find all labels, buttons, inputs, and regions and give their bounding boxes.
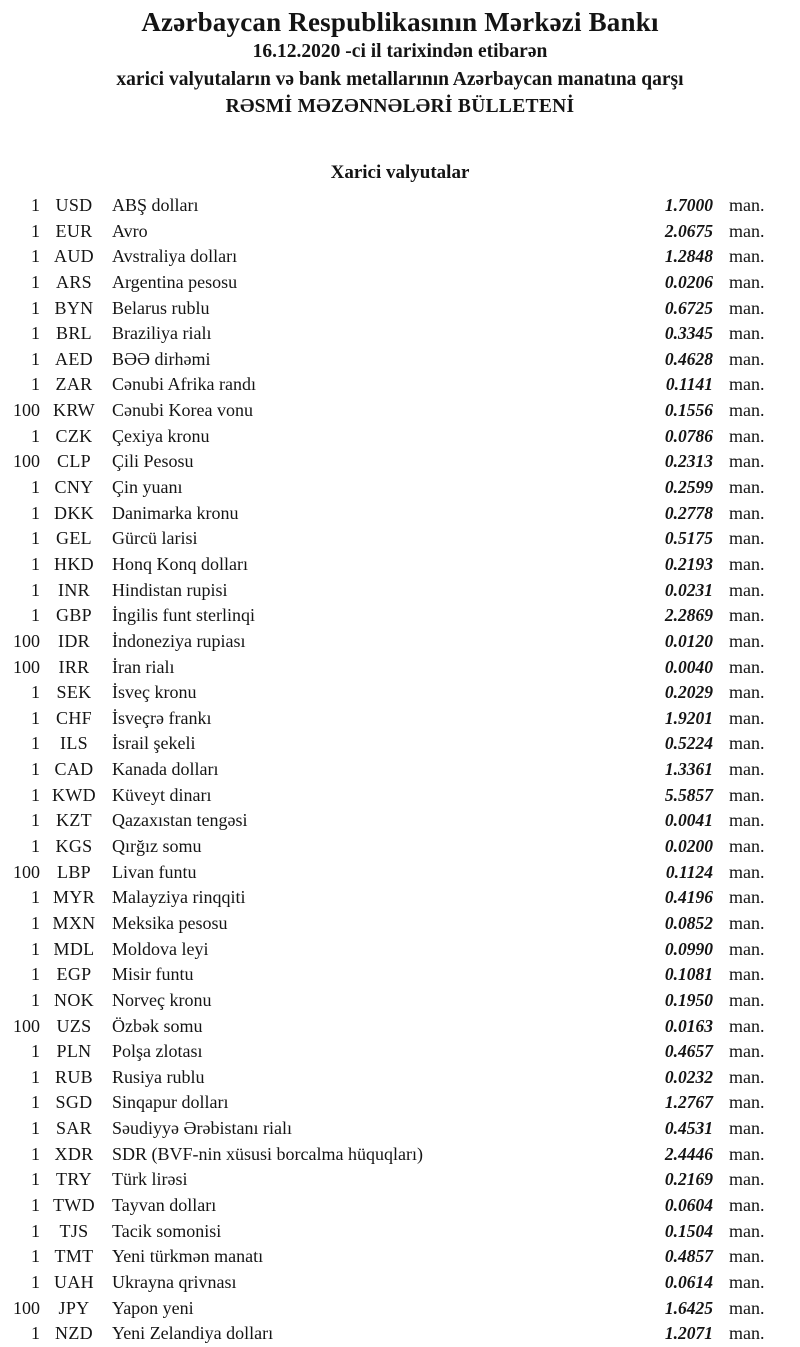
- currency-code: AUD: [54, 246, 94, 267]
- currency-unit: man.: [729, 271, 765, 292]
- currency-code: ARS: [56, 271, 92, 292]
- currency-quantity: 1: [31, 1220, 40, 1241]
- currency-quantity: 1: [31, 836, 40, 857]
- currency-code: CZK: [55, 425, 93, 446]
- currency-name: Gürcü larisi: [112, 528, 198, 549]
- currency-rate: 0.0786: [664, 425, 713, 446]
- rate-row: [0, 988, 800, 1014]
- currency-code: HKD: [54, 553, 94, 574]
- currency-code: JPY: [58, 1297, 90, 1318]
- rate-row: [0, 1116, 800, 1142]
- currency-quantity: 100: [13, 1015, 40, 1036]
- currency-unit: man.: [729, 938, 765, 959]
- rate-row: [0, 911, 800, 937]
- currency-quantity: 1: [31, 425, 40, 446]
- currency-quantity: 1: [31, 502, 40, 523]
- currency-unit: man.: [729, 682, 765, 703]
- effective-date-line: 16.12.2020 -ci il tarixindən etibarən: [252, 41, 548, 62]
- rate-row: [0, 1014, 800, 1040]
- currency-name: Meksika pesosu: [112, 912, 228, 933]
- currency-unit: man.: [729, 707, 765, 728]
- currency-quantity: 1: [31, 220, 40, 241]
- rate-row: [0, 1039, 800, 1065]
- rate-row: [0, 1244, 800, 1270]
- currency-rate: 1.3361: [664, 759, 713, 780]
- currency-rate: 0.1124: [665, 861, 713, 882]
- currency-quantity: 1: [31, 1271, 40, 1292]
- currency-code: CAD: [54, 759, 94, 780]
- currency-name: Cənubi Afrika randı: [112, 374, 256, 395]
- currency-name: Hindistan rupisi: [112, 579, 228, 600]
- currency-quantity: 100: [13, 451, 40, 472]
- currency-name: Yeni türkmən manatı: [112, 1246, 264, 1267]
- currency-name: BƏƏ dirhəmi: [112, 348, 211, 369]
- rate-row: [0, 1219, 800, 1245]
- currency-rate: 1.2848: [664, 246, 713, 267]
- rate-row: [0, 1270, 800, 1296]
- currency-rate: 0.1141: [665, 374, 713, 395]
- currency-quantity: 100: [13, 861, 40, 882]
- currency-rate: 0.4628: [664, 348, 713, 369]
- rate-row: [0, 706, 800, 732]
- currency-code: TWD: [53, 1194, 95, 1215]
- currency-quantity: 1: [31, 1041, 40, 1062]
- currency-name: İngilis funt sterlinqi: [112, 605, 255, 626]
- currency-name: Qırğız somu: [112, 836, 202, 857]
- currency-name: Braziliya rialı: [112, 323, 212, 344]
- scope-line: xarici valyutaların və bank metallarının Azərbaycan manatına qarşı: [116, 68, 684, 90]
- rate-row: [0, 1296, 800, 1322]
- rate-row: [0, 937, 800, 963]
- section-title-foreign-currencies: Xarici valyutalar: [330, 162, 470, 183]
- currency-quantity: 100: [13, 1297, 40, 1318]
- currency-quantity: 1: [31, 784, 40, 805]
- currency-code: BRL: [56, 323, 92, 344]
- currency-unit: man.: [729, 579, 765, 600]
- rate-row: [0, 219, 800, 245]
- bulletin-title: RƏSMİ MƏZƏNNƏLƏRİ BÜLLETENİ: [225, 96, 575, 117]
- currency-name: Çexiya kronu: [112, 425, 210, 446]
- currency-quantity: 1: [31, 1143, 40, 1164]
- currency-quantity: 1: [31, 553, 40, 574]
- currency-code: MDL: [53, 938, 95, 959]
- currency-unit: man.: [729, 1194, 765, 1215]
- currency-rate: 0.2029: [664, 682, 713, 703]
- currency-name: Küveyt dinarı: [112, 784, 212, 805]
- currency-unit: man.: [729, 348, 765, 369]
- currency-code: TMT: [54, 1246, 94, 1267]
- currency-quantity: 1: [31, 707, 40, 728]
- currency-quantity: 1: [31, 759, 40, 780]
- currency-code: EUR: [55, 220, 93, 241]
- rate-row: [0, 1142, 800, 1168]
- currency-unit: man.: [729, 1323, 765, 1344]
- currency-quantity: 1: [31, 1323, 40, 1344]
- currency-unit: man.: [729, 477, 765, 498]
- rate-row: [0, 680, 800, 706]
- currency-code: BYN: [54, 297, 94, 318]
- currency-code: SGD: [55, 1092, 93, 1113]
- currency-unit: man.: [729, 220, 765, 241]
- currency-code: CHF: [56, 707, 92, 728]
- document-header: [0, 0, 800, 121]
- currency-quantity: 1: [31, 1092, 40, 1113]
- currency-quantity: 1: [31, 477, 40, 498]
- currency-quantity: 1: [31, 374, 40, 395]
- currency-name: Yeni Zelandiya dolları: [112, 1323, 274, 1344]
- currency-rate: 1.2767: [664, 1092, 713, 1113]
- rate-row: [0, 552, 800, 578]
- currency-name: Sinqapur dolları: [112, 1092, 229, 1113]
- currency-code: UAH: [54, 1271, 94, 1292]
- currency-rate: 0.5224: [664, 733, 713, 754]
- currency-unit: man.: [729, 810, 765, 831]
- currency-rate: 1.2071: [664, 1323, 713, 1344]
- currency-name: Tacik somonisi: [112, 1220, 222, 1241]
- currency-unit: man.: [729, 912, 765, 933]
- currency-unit: man.: [729, 323, 765, 344]
- currency-unit: man.: [729, 887, 765, 908]
- currency-quantity: 1: [31, 246, 40, 267]
- currency-quantity: 100: [13, 656, 40, 677]
- currency-quantity: 1: [31, 1169, 40, 1190]
- currency-unit: man.: [729, 1297, 765, 1318]
- rate-row: [0, 372, 800, 398]
- rate-row: [0, 321, 800, 347]
- currency-name: Kanada dolları: [112, 759, 219, 780]
- currency-code: PLN: [56, 1041, 92, 1062]
- currency-unit: man.: [729, 400, 765, 421]
- currency-unit: man.: [729, 425, 765, 446]
- currency-rate: 0.2169: [664, 1169, 713, 1190]
- currency-unit: man.: [729, 1066, 765, 1087]
- currency-quantity: 1: [31, 528, 40, 549]
- rate-row: [0, 244, 800, 270]
- rate-row: [0, 501, 800, 527]
- currency-code: ILS: [60, 733, 88, 754]
- rate-row: [0, 1193, 800, 1219]
- currency-name: Yapon yeni: [112, 1297, 194, 1318]
- currency-name: İsveçrə frankı: [112, 707, 212, 728]
- currency-code: KGS: [55, 836, 93, 857]
- currency-rate: 1.7000: [664, 195, 713, 215]
- currency-quantity: 1: [31, 682, 40, 703]
- currency-name: Cənubi Korea vonu: [112, 400, 253, 421]
- currency-name: SDR (BVF-nin xüsusi borcalma hüquqları): [112, 1143, 423, 1164]
- currency-unit: man.: [729, 656, 765, 677]
- currency-rate: 0.6725: [664, 297, 713, 318]
- currency-quantity: 1: [31, 348, 40, 369]
- currency-unit: man.: [729, 195, 765, 215]
- currency-unit: man.: [729, 553, 765, 574]
- currency-code: CLP: [57, 451, 91, 472]
- currency-rate: 0.0120: [664, 630, 713, 651]
- currency-name: Çili Pesosu: [112, 451, 194, 472]
- currency-rate: 0.0163: [664, 1015, 713, 1036]
- currency-name: Polşa zlotası: [112, 1041, 203, 1062]
- currency-name: Türk lirəsi: [112, 1169, 188, 1190]
- rate-row: [0, 270, 800, 296]
- currency-code: KRW: [53, 400, 95, 421]
- currency-name: Çin yuanı: [112, 477, 183, 498]
- currency-unit: man.: [729, 861, 765, 882]
- currency-rate: 0.1556: [664, 400, 713, 421]
- currency-rate: 0.0990: [664, 938, 713, 959]
- currency-code: KWD: [52, 784, 96, 805]
- currency-quantity: 1: [31, 938, 40, 959]
- currency-name: Tayvan dolları: [112, 1194, 217, 1215]
- currency-unit: man.: [729, 451, 765, 472]
- rate-row: [0, 860, 800, 886]
- rate-row: [0, 1321, 800, 1347]
- currency-name: Qazaxıstan tengəsi: [112, 810, 248, 831]
- rates-table-body: [0, 193, 800, 1347]
- currency-rate: 0.0232: [664, 1066, 713, 1087]
- currency-name: Özbək somu: [112, 1015, 203, 1036]
- currency-name: Danimarka kronu: [112, 502, 239, 523]
- currency-quantity: 1: [31, 297, 40, 318]
- currency-rate: 0.4531: [664, 1118, 713, 1139]
- currency-name: Avstraliya dolları: [112, 246, 238, 267]
- currency-code: XDR: [54, 1143, 94, 1164]
- currency-rate: 0.0852: [664, 912, 713, 933]
- currency-rate: 0.0231: [664, 579, 713, 600]
- currency-rate: 1.6425: [664, 1297, 713, 1318]
- rate-row: [0, 655, 800, 681]
- rate-row: [0, 885, 800, 911]
- rate-row: [0, 757, 800, 783]
- currency-unit: man.: [729, 246, 765, 267]
- currency-code: IDR: [58, 630, 90, 651]
- currency-quantity: 1: [31, 1194, 40, 1215]
- currency-rate: 5.5857: [664, 784, 713, 805]
- currency-code: IRR: [58, 656, 90, 677]
- currency-quantity: 1: [31, 195, 40, 215]
- currency-name: Ukrayna qrivnası: [112, 1271, 237, 1292]
- currency-unit: man.: [729, 964, 765, 985]
- currency-quantity: 1: [31, 810, 40, 831]
- bank-title: Azərbaycan Respublikasının Mərkəzi Bankı: [141, 7, 659, 37]
- currency-quantity: 1: [31, 605, 40, 626]
- rate-row: [0, 398, 800, 424]
- currency-code: SAR: [56, 1118, 92, 1139]
- currency-rate: 0.0200: [664, 836, 713, 857]
- currency-name: Belarus rublu: [112, 297, 210, 318]
- currency-unit: man.: [729, 502, 765, 523]
- currency-quantity: 1: [31, 579, 40, 600]
- rate-row: [0, 808, 800, 834]
- currency-unit: man.: [729, 989, 765, 1010]
- rate-row: [0, 526, 800, 552]
- currency-rate: 0.4857: [664, 1246, 713, 1267]
- currency-unit: man.: [729, 1246, 765, 1267]
- rate-row: [0, 193, 800, 219]
- currency-name: Honq Konq dolları: [112, 553, 248, 574]
- currency-quantity: 100: [13, 630, 40, 651]
- currency-name: İran rialı: [112, 656, 175, 677]
- currency-rate: 0.0206: [664, 271, 713, 292]
- currency-unit: man.: [729, 297, 765, 318]
- currency-code: MYR: [53, 887, 95, 908]
- currency-quantity: 1: [31, 1246, 40, 1267]
- currency-unit: man.: [729, 1271, 765, 1292]
- rate-row: [0, 475, 800, 501]
- currency-name: Rusiya rublu: [112, 1066, 205, 1087]
- currency-quantity: 1: [31, 912, 40, 933]
- currency-quantity: 1: [31, 1118, 40, 1139]
- currency-quantity: 100: [13, 400, 40, 421]
- currency-rate: 0.2599: [664, 477, 713, 498]
- rate-row: [0, 424, 800, 450]
- currency-code: INR: [58, 579, 90, 600]
- currency-rate: 0.3345: [664, 323, 713, 344]
- currency-unit: man.: [729, 1092, 765, 1113]
- currency-code: LBP: [57, 861, 91, 882]
- currency-code: CNY: [54, 477, 94, 498]
- currency-unit: man.: [729, 1169, 765, 1190]
- currency-quantity: 1: [31, 323, 40, 344]
- rate-row: [0, 731, 800, 757]
- currency-name: Argentina pesosu: [112, 271, 238, 292]
- currency-name: Livan funtu: [112, 861, 197, 882]
- currency-quantity: 1: [31, 1066, 40, 1087]
- currency-rate: 0.2193: [664, 553, 713, 574]
- currency-rate: 0.2313: [664, 451, 713, 472]
- rate-row: [0, 783, 800, 809]
- currency-rate: 0.0041: [664, 810, 713, 831]
- currency-unit: man.: [729, 528, 765, 549]
- currency-rate: 1.9201: [664, 707, 713, 728]
- currency-rate: 0.1504: [664, 1220, 713, 1241]
- currency-rate: 0.5175: [664, 528, 713, 549]
- currency-name: Moldova leyi: [112, 938, 209, 959]
- currency-unit: man.: [729, 784, 765, 805]
- rate-row: [0, 1065, 800, 1091]
- currency-quantity: 1: [31, 887, 40, 908]
- currency-unit: man.: [729, 1041, 765, 1062]
- currency-code: SEK: [56, 682, 92, 703]
- currency-quantity: 1: [31, 989, 40, 1010]
- currency-code: NZD: [55, 1323, 93, 1344]
- currency-name: Səudiyyə Ərəbistanı rialı: [112, 1118, 292, 1139]
- currency-rate: 0.0614: [664, 1271, 713, 1292]
- currency-unit: man.: [729, 733, 765, 754]
- currency-code: ZAR: [55, 374, 93, 395]
- currency-rate: 0.2778: [664, 502, 713, 523]
- rate-row: [0, 834, 800, 860]
- currency-code: NOK: [54, 989, 94, 1010]
- currency-quantity: 1: [31, 271, 40, 292]
- currency-unit: man.: [729, 1015, 765, 1036]
- rate-row: [0, 1167, 800, 1193]
- currency-name: İsrail şekeli: [112, 733, 196, 754]
- rate-row: [0, 629, 800, 655]
- currency-code: MXN: [52, 912, 96, 933]
- currency-name: İsveç kronu: [112, 682, 197, 703]
- currency-unit: man.: [729, 1143, 765, 1164]
- currency-rate: 2.2869: [664, 605, 713, 626]
- currency-name: Avro: [112, 220, 148, 241]
- currency-code: UZS: [56, 1015, 92, 1036]
- rate-row: [0, 578, 800, 604]
- currency-code: DKK: [54, 502, 94, 523]
- currency-unit: man.: [729, 630, 765, 651]
- currency-unit: man.: [729, 836, 765, 857]
- currency-code: USD: [55, 195, 93, 215]
- currency-name: ABŞ dolları: [112, 195, 199, 215]
- currency-rate: 0.4196: [664, 887, 713, 908]
- currency-code: GBP: [56, 605, 92, 626]
- currency-quantity: 1: [31, 964, 40, 985]
- currency-code: TRY: [56, 1169, 92, 1190]
- currency-quantity: 1: [31, 733, 40, 754]
- currency-rate: 2.4446: [664, 1143, 713, 1164]
- currency-rate: 0.1950: [664, 989, 713, 1010]
- currency-name: Misir funtu: [112, 964, 194, 985]
- currency-rate: 0.1081: [664, 964, 713, 985]
- currency-rate: 0.0040: [664, 656, 713, 677]
- currency-code: AED: [55, 348, 93, 369]
- currency-unit: man.: [729, 1118, 765, 1139]
- currency-rate: 2.0675: [664, 220, 713, 241]
- currency-code: TJS: [59, 1220, 89, 1241]
- rate-row: [0, 603, 800, 629]
- currency-code: EGP: [56, 964, 92, 985]
- currency-unit: man.: [729, 605, 765, 626]
- currency-code: GEL: [56, 528, 92, 549]
- rate-row: [0, 962, 800, 988]
- currency-name: Malayziya rinqqiti: [112, 887, 246, 908]
- currency-code: KZT: [56, 810, 92, 831]
- rate-row: [0, 347, 800, 373]
- rate-row: [0, 449, 800, 475]
- rate-row: [0, 1090, 800, 1116]
- currency-rate: 0.0604: [664, 1194, 713, 1215]
- currency-unit: man.: [729, 374, 765, 395]
- currency-unit: man.: [729, 759, 765, 780]
- currency-code: RUB: [55, 1066, 93, 1087]
- currency-name: İndoneziya rupiası: [112, 630, 246, 651]
- currency-name: Norveç kronu: [112, 989, 212, 1010]
- rate-row: [0, 296, 800, 322]
- currency-rate: 0.4657: [664, 1041, 713, 1062]
- currency-unit: man.: [729, 1220, 765, 1241]
